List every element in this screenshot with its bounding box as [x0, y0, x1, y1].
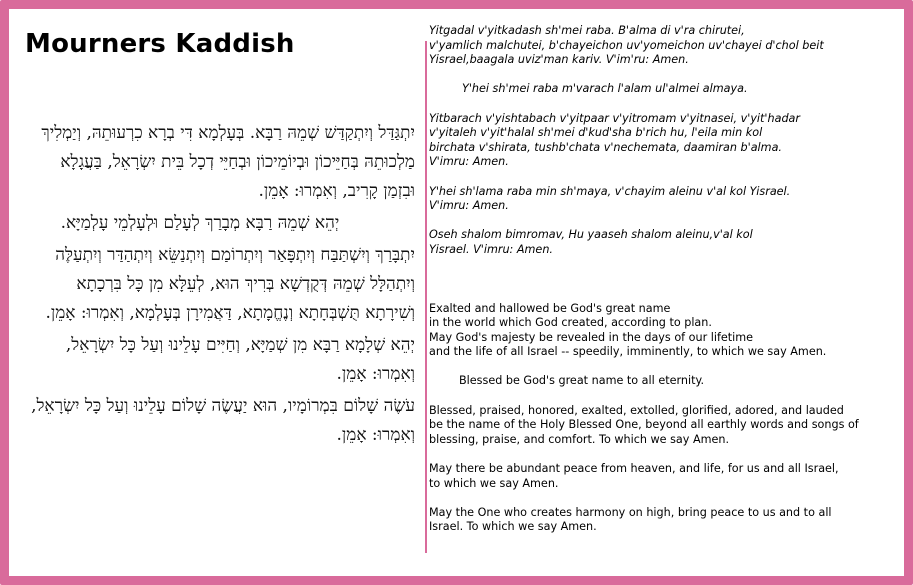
translit-line: V'imru: Amen. [429, 199, 509, 213]
translit-line: birchata v'shirata, tushb'chata v'nechemata, daamiran b'alma. [429, 140, 782, 154]
column-divider [425, 41, 427, 553]
translation-line: in the world which God created, according to plan. [429, 316, 712, 330]
translit-line: V'imru: Amen. [429, 155, 509, 169]
translation-line: May there be abundant peace from heaven, and life, for us and all Israel, [429, 462, 839, 476]
page-title: Mourners Kaddish [25, 29, 295, 59]
translit-line: Oseh shalom bimromav, Hu yaaseh shalom aleinu,v'al kol [429, 228, 753, 242]
translit-line: Yisrael,baagala uviz'man kariv. V'im'ru: Amen. [429, 53, 689, 67]
translation-line: Blessed be God's great name to all eternity. [459, 374, 705, 388]
translation-line: Blessed, praised, honored, exalted, extolled, glorified, adored, and lauded [429, 403, 844, 417]
translit-line: Yisrael. V'imru: Amen. [429, 242, 553, 256]
translit-line: Y'hei sh'mei raba m'varach l'alam ul'almei almaya. [462, 82, 748, 96]
translit-line: v'yamlich malchutei, b'chayeichon uv'yomeichon uv'chayei d'chol beit [429, 38, 824, 52]
hebrew-paragraph-2: יְהֵא שְׁמֵהּ רַבָּא מְבָרַךְ לְעָלַם וּלְעָלְמֵי עָלְמַיָּא. [60, 213, 340, 233]
translation-line: May God's majesty be revealed in the days of our lifetime [429, 330, 754, 344]
hebrew-column [25, 23, 420, 583]
translation-line: blessing, praise, and comfort. To which we say Amen. [429, 432, 730, 446]
hebrew-text [25, 119, 415, 453]
translation-line: be the name of the Holy Blessed One, beyond all earthly words and songs of [429, 418, 859, 432]
hebrew-paragraph-4: יְהֵא שְׁלָמָא רַבָּא מִן שְׁמַיָּא, וְחַיִּים עָלֵינוּ וְעַל כָּל יִשְׂרָאֵל, וְאִמְרוּ: אָמֵן. [65, 335, 415, 384]
transliteration [429, 24, 894, 258]
hebrew-paragraph-3: יִתְבָּרַךְ וְיִשְׁתַּבַּח וְיִתְפָּאַר וְיִתְרוֹמַם וְיִתְנַשֵּׂא וְיִתְהַדַּר וְיִתְעַלֶּה וְיִתְהַלָּל שְׁמֵהּ דְּקֻדְשָׁא בְּרִיךְ הוּא, לְעֵלָּא מִן כָּל בִּרְכָתָא וְשִׁירָתָא תֻּשְׁבְּחָתָא וְנֶחֱמָתָא, דַּאֲמִירָן בְּעָלְמָא, וְאִמְרוּ: אָמֵן. [45, 245, 415, 323]
translit-line: v'yitaleh v'yit'halal sh'mei d'kud'sha b'rich hu, l'eila min kol [429, 126, 763, 140]
translit-line: Y'hei sh'lama raba min sh'maya, v'chayim aleinu v'al kol Yisrael. [429, 184, 791, 198]
translation-line: Israel. To which we say Amen. [429, 520, 597, 534]
hebrew-paragraph-1: יִתְגַּדַּל וְיִתְקַדַּשׁ שְׁמֵהּ רַבָּא. בְּעָלְמָא דִּי בְרָא כִרְעוּתֵהּ, וְיַמְלִיךְ מַלְכוּתֵהּ בְּחַיֵּיכוֹן וּבְיוֹמֵיכוֹן וּבְחַיֵּי דְכָל בֵּית יִשְׂרָאֵל, בַּעֲגָלָא וּבִזְמַן קָרִיב, וְאִמְרוּ: אָמֵן. [41, 123, 415, 201]
translation-line: Exalted and hallowed be God's great name [429, 301, 671, 315]
translation [429, 302, 894, 536]
translation-line: to which we say Amen. [429, 476, 559, 490]
translit-line: Yitgadal v'yitkadash sh'mei raba. B'alma di v'ra chirutei, [429, 24, 745, 37]
hebrew-paragraph-5: עֹשֶׂה שָׁלוֹם בִּמְרוֹמָיו, הוּא יַעֲשֶׂה שָׁלוֹם עָלֵינוּ וְעַל כָּל יִשְׂרָאֵל, וְאִמְרוּ: אָמֵן. [31, 396, 415, 445]
translation-line: May the One who creates harmony on high, bring peace to us and to all [429, 505, 832, 519]
translit-line: Yitbarach v'yishtabach v'yitpaar v'yitromam v'yitnasei, v'yit'hadar [429, 111, 801, 125]
text-column [429, 24, 894, 535]
translation-line: and the life of all Israel -- speedily, imminently, to which we say Amen. [429, 345, 827, 359]
